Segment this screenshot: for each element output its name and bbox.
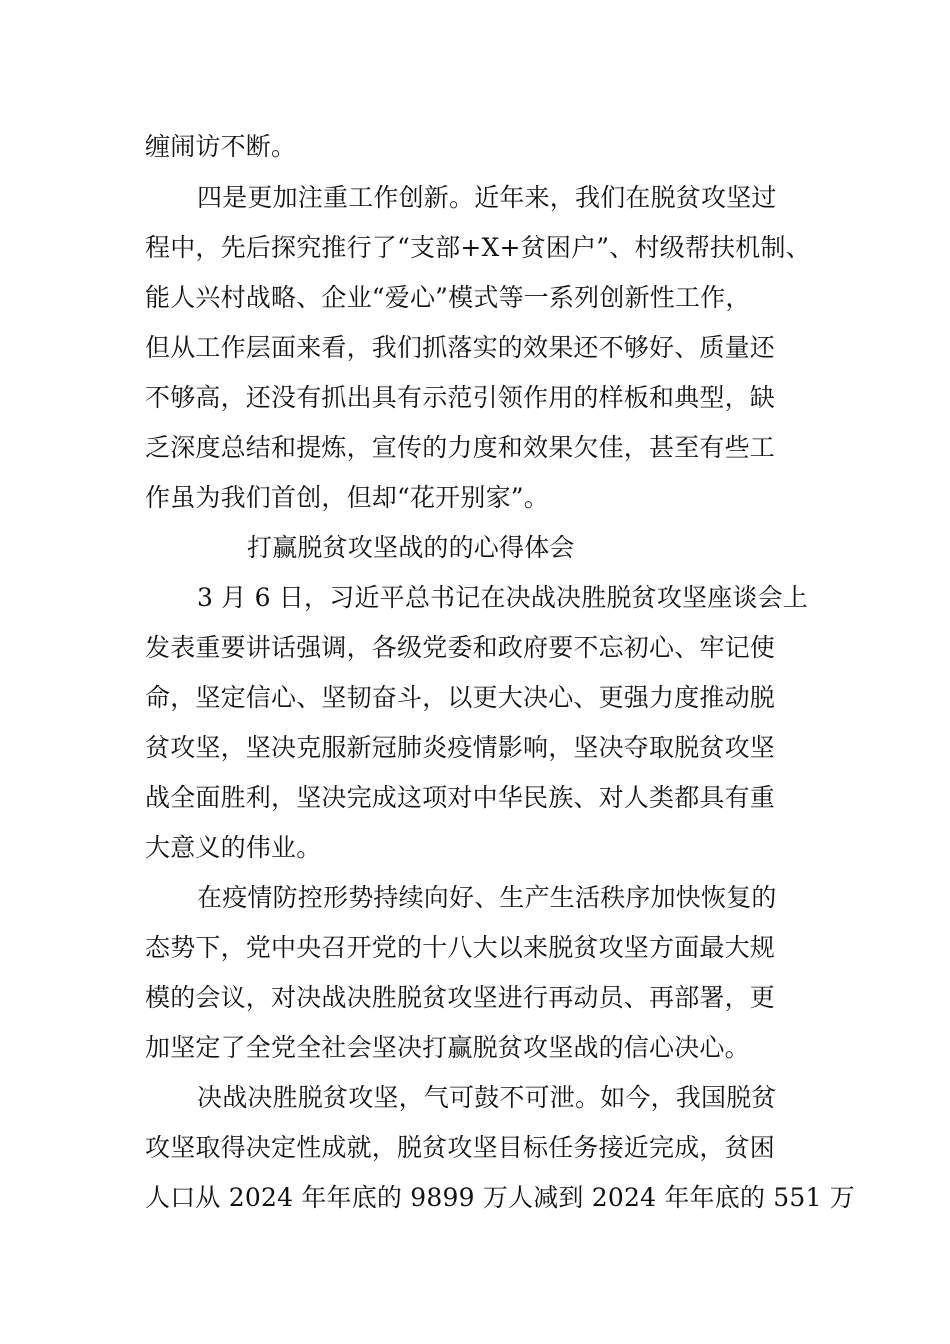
paragraph-line: 缠闹访不断。 bbox=[145, 132, 297, 161]
paragraph-line: 贫攻坚，坚决克服新冠肺炎疫情影响，坚决夺取脱贫攻坚 bbox=[145, 733, 776, 762]
paragraph-line: 能人兴村战略、企业“爱心”模式等一系列创新性工作， bbox=[145, 283, 751, 312]
paragraph-line: 大意义的伟业。 bbox=[145, 833, 322, 862]
paragraph-line: 乏深度总结和提炼，宣传的力度和效果欠佳，甚至有些工 bbox=[145, 433, 776, 462]
paragraph-line: 但从工作层面来看，我们抓落实的效果还不够好、质量还 bbox=[145, 333, 776, 362]
paragraph-line: 命，坚定信心、坚韧奋斗，以更大决心、更强力度推动脱 bbox=[145, 683, 776, 712]
paragraph-line: 模的会议，对决战决胜脱贫攻坚进行再动员、再部署，更 bbox=[145, 983, 776, 1012]
paragraph-line: 发表重要讲话强调，各级党委和政府要不忘初心、牢记使 bbox=[145, 633, 776, 662]
paragraph-line: 攻坚取得决定性成就，脱贫攻坚目标任务接近完成，贫困 bbox=[145, 1133, 776, 1162]
paragraph-line: 程中，先后探究推行了“支部+X+贫困户”、村级帮扶机制、 bbox=[145, 233, 811, 262]
paragraph-line: 战全面胜利，坚决完成这项对中华民族、对人类都具有重 bbox=[145, 783, 776, 812]
paragraph-line: 决战决胜脱贫攻坚，气可鼓不可泄。如今，我国脱贫 bbox=[197, 1083, 777, 1112]
paragraph-line: 加坚定了全党全社会坚决打赢脱贫攻坚战的信心决心。 bbox=[145, 1033, 750, 1062]
paragraph-line: 3 月 6 日，习近平总书记在决战决胜脱贫攻坚座谈会上 bbox=[197, 583, 809, 612]
paragraph-line: 四是更加注重工作创新。近年来，我们在脱贫攻坚过 bbox=[197, 183, 777, 212]
paragraph-line: 在疫情防控形势持续向好、生产生活秩序加快恢复的 bbox=[197, 883, 777, 912]
paragraph-line: 作虽为我们首创，但却“花开别家”。 bbox=[145, 483, 549, 512]
paragraph-line: 态势下，党中央召开党的十八大以来脱贫攻坚方面最大规 bbox=[145, 933, 776, 962]
paragraph-line: 不够高，还没有抓出具有示范引领作用的样板和典型，缺 bbox=[145, 383, 776, 412]
paragraph-line: 人口从 2024 年年底的 9899 万人减到 2024 年年底的 551 万 bbox=[145, 1183, 855, 1212]
section-title: 打赢脱贫攻坚战的的心得体会 bbox=[247, 533, 575, 562]
